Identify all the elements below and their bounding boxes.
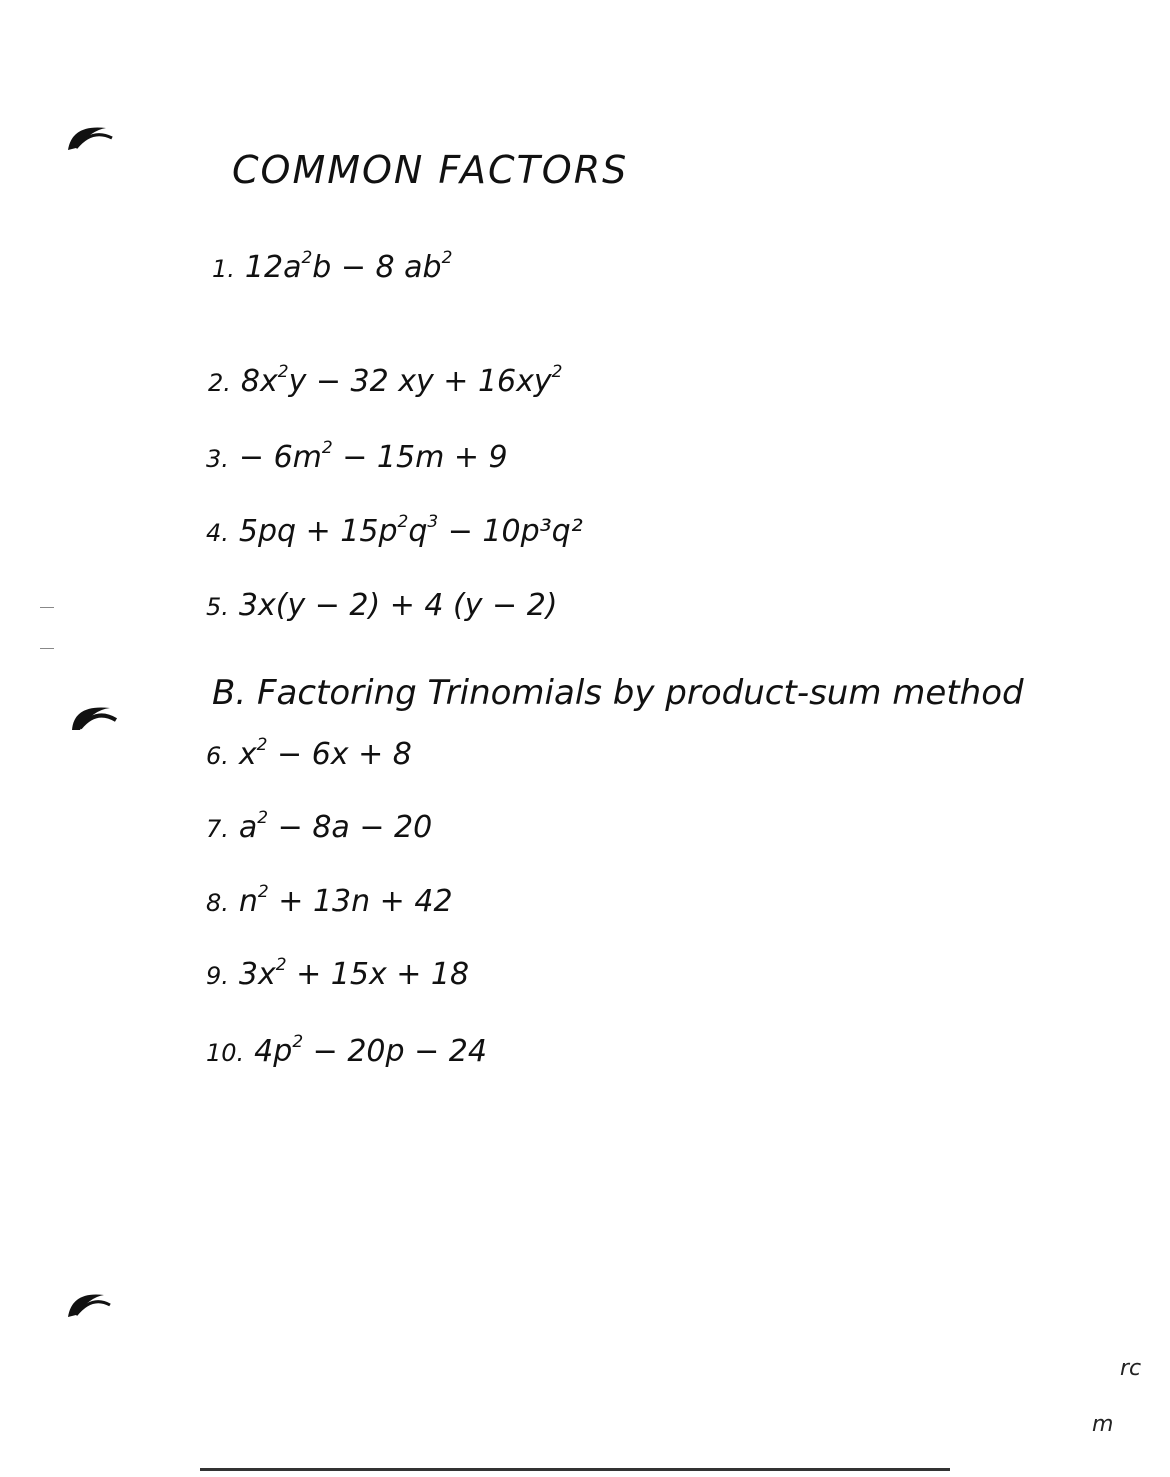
problem-6: 6. $x^2 - 6x + 8$ bbox=[206, 735, 412, 772]
edge-tick bbox=[40, 648, 54, 649]
corner-mark: rc bbox=[1120, 1356, 1142, 1381]
problem-2: 2. $8x^2y - 32$ xy + $16xy^2$ bbox=[208, 362, 563, 399]
section-b-heading: B. Factoring Trinomials by product-sum method bbox=[212, 673, 1024, 713]
edge-tick bbox=[40, 607, 54, 608]
problem-5: 5. 3x(y − 2) + 4 (y − 2) bbox=[206, 588, 558, 623]
binder-hole-icon bbox=[62, 1285, 122, 1325]
problem-1: 1. $12a^2b - 8$ $ab^2$ bbox=[212, 248, 453, 285]
page-title: COMMON FACTORS bbox=[232, 148, 629, 192]
corner-mark: m bbox=[1092, 1412, 1114, 1437]
problem-7: 7. $a^2 - 8a - 20$ bbox=[206, 808, 433, 845]
page-bottom-edge bbox=[200, 1468, 950, 1471]
problem-3: 3. − $6m^2 - 15m + 9$ bbox=[206, 438, 508, 475]
problem-8: 8. $n^2 + 13n + 42$ bbox=[206, 882, 453, 919]
problem-10: 10. $4p^2 - 20p - 24$ bbox=[206, 1032, 487, 1069]
binder-hole-icon bbox=[62, 118, 122, 158]
problem-9: 9. $3x^2 + 15x + 18$ bbox=[206, 955, 470, 992]
problem-4: 4. $5pq + 15p^2q^3 - 10p^3q^2$ bbox=[206, 512, 583, 549]
binder-hole-icon bbox=[64, 696, 124, 736]
